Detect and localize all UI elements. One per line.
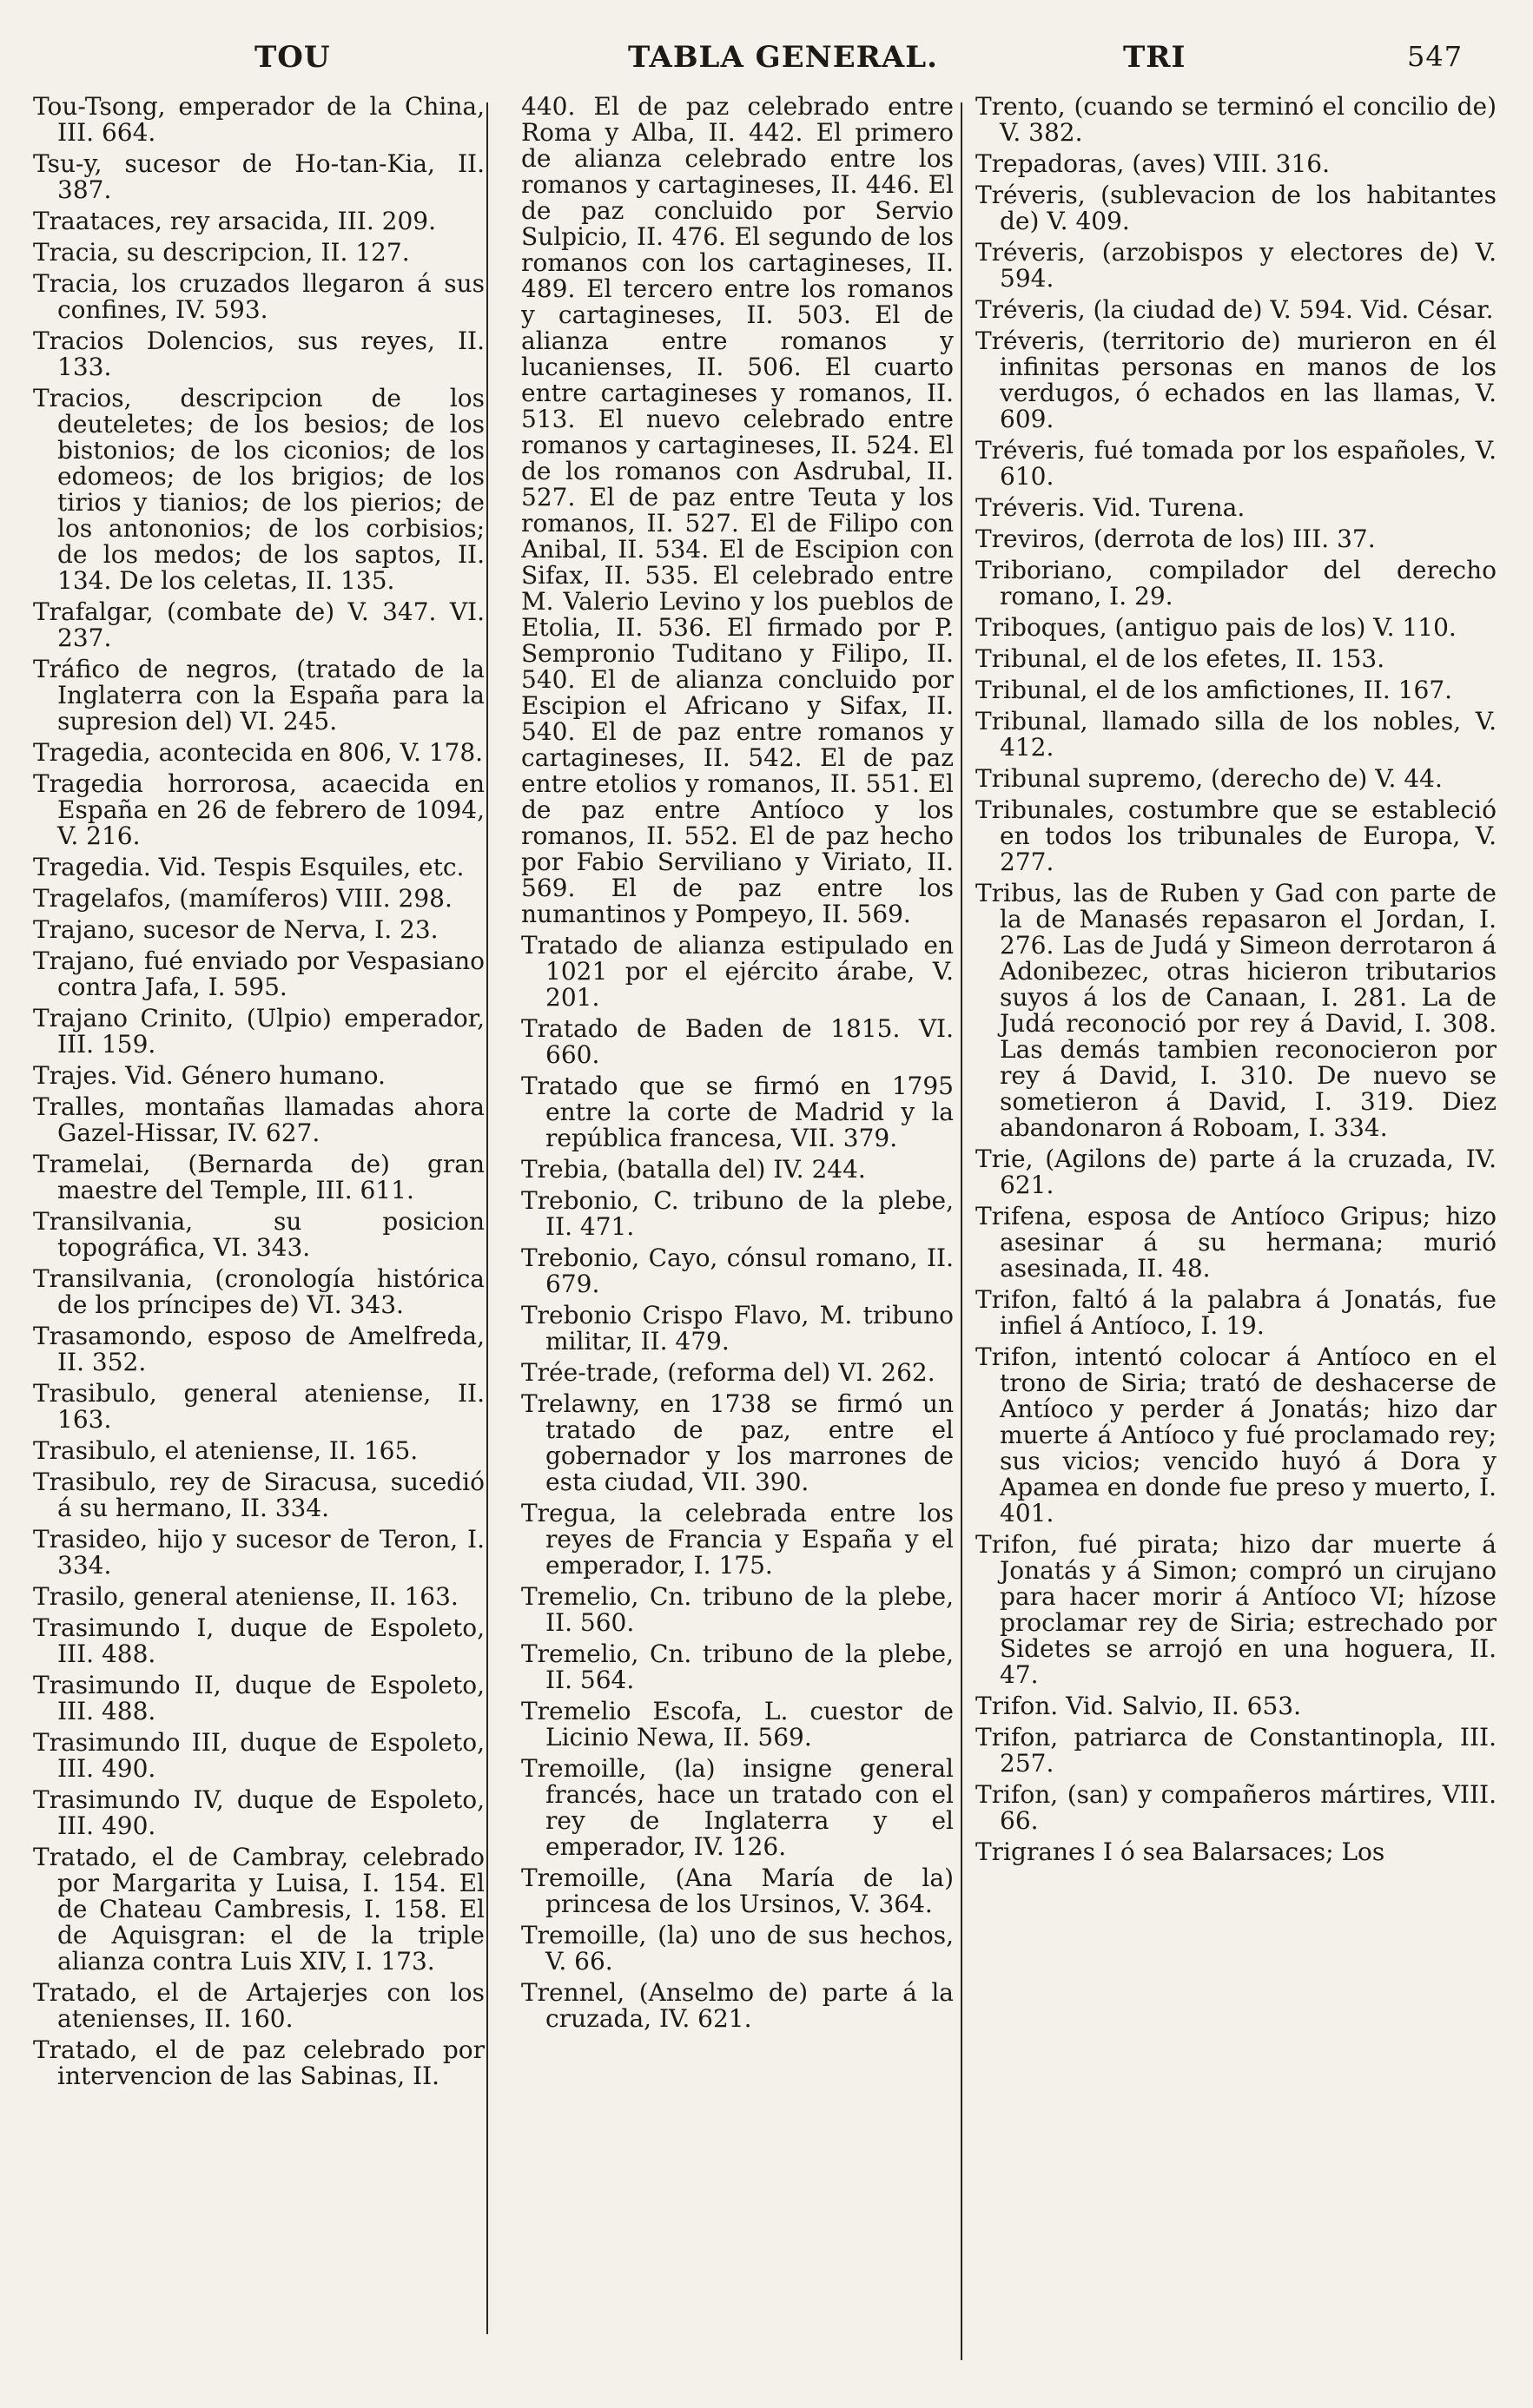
index-entry: Trie, (Agilons de) parte á la cruzada, IV. 621. bbox=[975, 1145, 1497, 1199]
index-entry: Tou-Tsong, emperador de la China, III. 664. bbox=[33, 94, 485, 147]
index-entry: Tréveris, (territorio de) murieron en él infinitas personas en manos de los verdugos, ó echados en las llamas, V. 609. bbox=[975, 327, 1497, 433]
index-entry: Trée-trade, (reforma del) VI. 262. bbox=[521, 1358, 935, 1387]
index-entry: Tratado, el de Artajerjes con los atenienses, II. 160. bbox=[33, 1978, 485, 2033]
index-entry: Traataces, rey arsacida, III. 209. bbox=[33, 207, 437, 235]
index-entry: Tracios, descripcion de los deuteletes; de los besios; de los bistonios; de los ciconios; de los edomeos; de los brigios; de los tirios y tianios; de los pierios; de los antononios; de los corbisios; de los medos; de los saptos, II. 134. De los celetas, II. 135. bbox=[33, 384, 485, 595]
header-right-guide-word: TRI bbox=[1123, 40, 1186, 75]
index-entry: Trifon, (san) y compañeros mártires, VIII. 66. bbox=[975, 1780, 1497, 1835]
index-entry: Trifon, faltó á la palabra á Jonatás, fue infiel á Antíoco, I. 19. bbox=[975, 1285, 1497, 1340]
index-entry: Trifena, esposa de Antíoco Gripus; hizo asesinar á su hermana; murió asesinada, II. 48. bbox=[975, 1202, 1497, 1283]
index-entry: Trebia, (batalla del) IV. 244. bbox=[521, 1155, 866, 1184]
index-entry: Tremoille, (la) insigne general francés, hace un tratado con el rey de Inglaterra y el emperador, IV. 126. bbox=[521, 1754, 954, 1861]
index-entry: Trebonio Crispo Flavo, M. tribuno militar, II. 479. bbox=[521, 1301, 954, 1356]
index-entry: Trasamondo, esposo de Amelfreda, II. 352. bbox=[33, 1322, 485, 1376]
index-entry: Trafalgar, (combate de) V. 347. VI. 237. bbox=[33, 597, 485, 652]
index-entry: Tratado, el de paz celebrado por intervencion de las Sabinas, II. bbox=[33, 2035, 485, 2090]
index-entry: Tragedia, acontecida en 806, V. 178. bbox=[33, 738, 484, 767]
index-entry: Tracios Dolencios, sus reyes, II. 133. bbox=[33, 327, 485, 381]
index-entry: Trebonio, Cayo, cónsul romano, II. 679. bbox=[521, 1244, 954, 1298]
index-entry: Tréveris, (sublevacion de los habitantes de) V. 409. bbox=[975, 181, 1497, 235]
index-entry: Tréveris, (arzobispos y electores de) V. 594. bbox=[975, 238, 1497, 293]
index-entry: Transilvania, (cronología histórica de los príncipes de) VI. 343. bbox=[33, 1264, 485, 1319]
index-entry: Trajano, fué enviado por Vespasiano contra Jafa, I. 595. bbox=[33, 947, 485, 1001]
index-entry: Tréveris, (la ciudad de) V. 594. Vid. César. bbox=[975, 295, 1494, 324]
index-entry: Trifon, fué pirata; hizo dar muerte á Jonatás y á Simon; compró un cirujano para hacer morir á Antíoco VI; hízose proclamar rey de Siria; estrechado por Sidetes se arrojó en una hoguera, II. 47. bbox=[975, 1530, 1497, 1689]
index-entry: Trifon, intentó colocar á Antíoco en el trono de Siria; trató de deshacerse de Antíoco y perder á Jonatás; hizo dar muerte á Antíoco y fué proclamado rey; sus vicios; vencido huyó á Dora y Apamea en donde fue preso y muerto, I. 401. bbox=[975, 1343, 1497, 1527]
index-entry: Trajano Crinito, (Ulpio) emperador, III. 159. bbox=[33, 1004, 485, 1059]
index-column-1 bbox=[33, 94, 485, 2395]
index-entry: Tragedia. Vid. Tespis Esquiles, etc. bbox=[33, 853, 465, 881]
index-entry: Tribus, las de Ruben y Gad con parte de la de Manasés repasaron el Jordan, I. 276. Las de Judá y Simeon derrotaron á Adonibezec, otras hicieron tributarios suyos á los de Canaan, I. 281. La de Judá reconoció por rey á David, I. 308. Las demás tambien reconocieron por rey á David, I. 310. De nuevo se sometieron á David, I. 319. Diez abandonaron á Roboam, I. 334. bbox=[975, 879, 1497, 1142]
index-entry: Tréveris. Vid. Turena. bbox=[975, 493, 1246, 522]
index-entry: Tremoille, (Ana María de la) princesa de los Ursinos, V. 364. bbox=[521, 1864, 954, 1918]
index-entry: Treviros, (derrota de los) III. 37. bbox=[975, 524, 1376, 553]
index-entry: Trajano, sucesor de Nerva, I. 23. bbox=[33, 915, 439, 944]
index-entry: Tregua, la celebrada entre los reyes de Francia y España y el emperador, I. 175. bbox=[521, 1499, 954, 1580]
index-entry: Tribunal, el de los amfictiones, II. 167. bbox=[975, 676, 1453, 704]
index-entry: Trajes. Vid. Género humano. bbox=[33, 1061, 386, 1090]
index-entry: Trigranes I ó sea Balarsaces; Los bbox=[975, 1837, 1385, 1866]
index-entry: Trepadoras, (aves) VIII. 316. bbox=[975, 149, 1331, 178]
index-entry: Trasilo, general ateniense, II. 163. bbox=[33, 1582, 459, 1611]
index-entry: Tremoille, (la) uno de sus hechos, V. 66. bbox=[521, 1921, 954, 1976]
index-entry: Tramelai, (Bernarda de) gran maestre del Temple, III. 611. bbox=[33, 1150, 485, 1204]
index-entry: Trelawny, en 1738 se firmó un tratado de paz, entre el gobernador y los marrones de esta ciudad, VII. 390. bbox=[521, 1389, 954, 1496]
index-entry: Trasimundo I, duque de Espoleto, III. 488. bbox=[33, 1613, 485, 1668]
header-left-guide-word: TOU bbox=[254, 40, 331, 75]
index-entry: Tribunal, llamado silla de los nobles, V. 412. bbox=[975, 707, 1497, 762]
index-entry: Tratado, el de Cambray, celebrado por Margarita y Luisa, I. 154. El de Chateau Cambresis, I. 158. El de Aquisgran: el de la triple alianza contra Luis XIV, I. 173. bbox=[33, 1843, 485, 1976]
index-entry: Tratado de alianza estipulado en 1021 por el ejército árabe, V. 201. bbox=[521, 931, 954, 1012]
index-entry: Tragedia horrorosa, acaecida en España en 26 de febrero de 1094, V. 216. bbox=[33, 769, 485, 850]
index-entry: Trasimundo II, duque de Espoleto, III. 488. bbox=[33, 1671, 485, 1725]
index-entry: Tribunal supremo, (derecho de) V. 44. bbox=[975, 764, 1443, 793]
index-entry-continuation: 440. El de paz celebrado entre Roma y Alba, II. 442. El primero de alianza celebrado entre los romanos y cartagineses, II. 446. El de paz concluido por Servio Sulpicio, II. 476. El segundo de los romanos con los cartagineses, II. 489. El tercero entre los romanos y cartagineses, II. 503. El de alianza entre romanos y lucanienses, II. 506. El cuarto entre cartagineses y romanos, II. 513. El nuevo celebrado entre romanos y cartagineses, II. 524. El de los romanos con Asdrubal, II. 527. El de paz entre Teuta y los romanos, II. 527. El de Filipo con Anibal, II. 534. El de Escipion con Sifax, II. 535. El celebrado entre M. Valerio Levino y los pueblos de Etolia, II. 536. El firmado por P. Sempronio Tuditano y Filipo, II. 540. El de alianza concluido por Escipion el Africano y Sifax, II. 540. El de paz entre romanos y cartagineses, II. 542. El de paz entre etolios y romanos, II. 551. El de paz entre Antíoco y los romanos, II. 552. El de paz hecho por Fabio Serviliano y Viriato, II. 569. El de paz entre los numantinos y Pompeyo, II. 569. bbox=[521, 94, 954, 928]
index-entry: Triboques, (antiguo pais de los) V. 110. bbox=[975, 613, 1457, 642]
index-entry: Transilvania, su posicion topográfica, VI. 343. bbox=[33, 1207, 485, 1262]
index-entry: Trennel, (Anselmo de) parte á la cruzada, IV. 621. bbox=[521, 1978, 954, 2033]
index-entry: Trasibulo, rey de Siracusa, sucedió á su hermano, II. 334. bbox=[33, 1468, 485, 1522]
column-divider-2 bbox=[961, 102, 962, 2360]
index-entry: Tracia, su descripcion, II. 127. bbox=[33, 238, 410, 267]
index-entry: Trasimundo III, duque de Espoleto, III. 490. bbox=[33, 1728, 485, 1783]
index-entry: Tréveris, fué tomada por los españoles, V. 610. bbox=[975, 436, 1497, 491]
index-column-2 bbox=[521, 94, 954, 2395]
index-entry: Tremelio, Cn. tribuno de la plebe, II. 560. bbox=[521, 1582, 954, 1637]
index-entry: Trebonio, C. tribuno de la plebe, II. 471. bbox=[521, 1186, 954, 1241]
index-entry: Tragelafos, (mamíferos) VIII. 298. bbox=[33, 884, 453, 913]
index-entry: Trifon. Vid. Salvio, II. 653. bbox=[975, 1692, 1302, 1720]
index-entry: Tralles, montañas llamadas ahora Gazel-Hissar, IV. 627. bbox=[33, 1092, 485, 1147]
index-entry: Trasibulo, el ateniense, II. 165. bbox=[33, 1436, 419, 1465]
page-header bbox=[33, 40, 1501, 92]
index-entry: Triboriano, compilador del derecho romano, I. 29. bbox=[975, 556, 1497, 610]
index-entry: Tremelio Escofa, L. cuestor de Licinio Newa, II. 569. bbox=[521, 1697, 954, 1752]
index-entry: Trasideo, hijo y sucesor de Teron, I. 334. bbox=[33, 1525, 485, 1580]
index-entry: Tremelio, Cn. tribuno de la plebe, II. 564. bbox=[521, 1639, 954, 1694]
index-entry: Tratado de Baden de 1815. VI. 660. bbox=[521, 1014, 954, 1069]
column-divider-1 bbox=[486, 102, 488, 2334]
index-entry: Tráfico de negros, (tratado de la Inglaterra con la España para la supresion del) VI. 245. bbox=[33, 655, 485, 736]
index-entry: Trento, (cuando se terminó el concilio de) V. 382. bbox=[975, 94, 1497, 147]
index-entry: Tribunal, el de los efetes, II. 153. bbox=[975, 644, 1385, 673]
index-entry: Tribunales, costumbre que se estableció en todos los tribunales de Europa, V. 277. bbox=[975, 795, 1497, 876]
index-entry: Trasimundo IV, duque de Espoleto, III. 490. bbox=[33, 1785, 485, 1840]
index-entry: Trifon, patriarca de Constantinopla, III. 257. bbox=[975, 1723, 1497, 1778]
page-number: 547 bbox=[1407, 40, 1464, 73]
header-title: TABLA GENERAL. bbox=[628, 40, 939, 75]
index-entry: Tratado que se firmó en 1795 entre la corte de Madrid y la república francesa, VII. 379. bbox=[521, 1072, 954, 1152]
index-entry: Trasibulo, general ateniense, II. 163. bbox=[33, 1379, 485, 1434]
index-entry: Tsu-y, sucesor de Ho-tan-Kia, II. 387. bbox=[33, 149, 485, 204]
index-column-3 bbox=[975, 94, 1497, 2395]
index-entry: Tracia, los cruzados llegaron á sus confines, IV. 593. bbox=[33, 269, 485, 324]
